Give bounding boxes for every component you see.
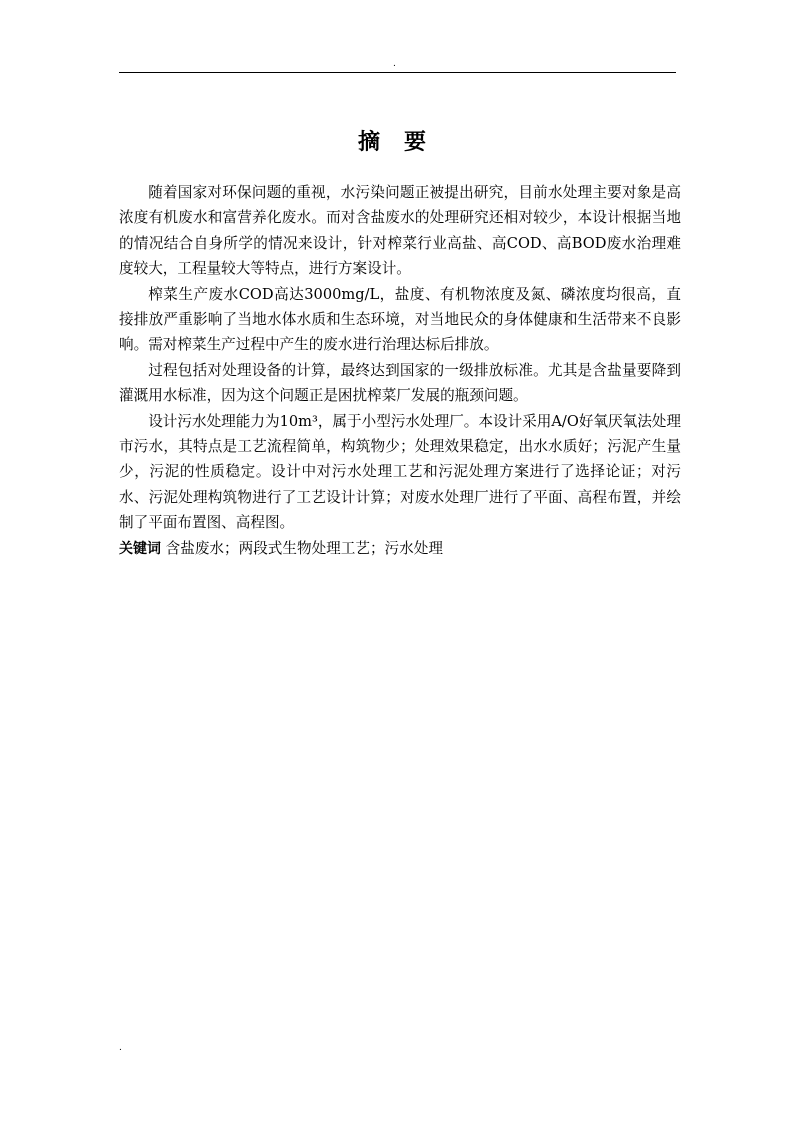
page-title: 摘要 [357,130,450,155]
abstract-paragraph-2: 榨菜生产废水COD高达3000mg/L，盐度、有机物浓度及氮、磷浓度均很高，直接排放严重影响了当地水体水质和生态环境，对当地民众的身体健康和生活带来不良影响。需对榨菜生产过程中产生的废水进行治理达标后排放。 [119,285,681,354]
abstract-paragraph-3: 过程包括对处理设备的计算，最终达到国家的一级排放标准。尤其是含盐量要降到灌溉用水标准，因为这个问题正是困扰榨菜厂发展的瓶颈问题。 [119,361,681,405]
keywords-line [119,536,681,562]
abstract-paragraph-4: 设计污水处理能力为10m³，属于小型污水处理厂。本设计采用A/O好氧厌氧法处理市污水，其特点是工艺流程简单，构筑物少；处理效果稳定，出水水质好；污泥产生量少，污泥的性质稳定。设计中对污水处理工艺和污泥处理方案进行了选择论证；对污水、污泥处理构筑物进行了工艺设计计算；对废水处理厂进行了平面、高程布置，并绘制了平面布置图、高程图。 [119,412,681,532]
header-mark: . [393,59,396,69]
keywords-text: 含盐废水；两段式生物处理工艺；污水处理 [161,539,443,557]
abstract-body [119,180,681,562]
header-divider [119,72,676,73]
keywords-label: 关键词 [119,540,161,557]
abstract-paragraph-1: 随着国家对环保问题的重视，水污染问题正被提出研究，目前水处理主要对象是高浓度有机废水和富营养化废水。而对含盐废水的处理研究还相对较少，本设计根据当地的情况结合自身所学的情况来设计，针对榨菜行业高盐、高COD、高BOD废水治理难度较大，工程量较大等特点，进行方案设计。 [119,184,681,278]
footer-mark: . [119,1043,122,1053]
